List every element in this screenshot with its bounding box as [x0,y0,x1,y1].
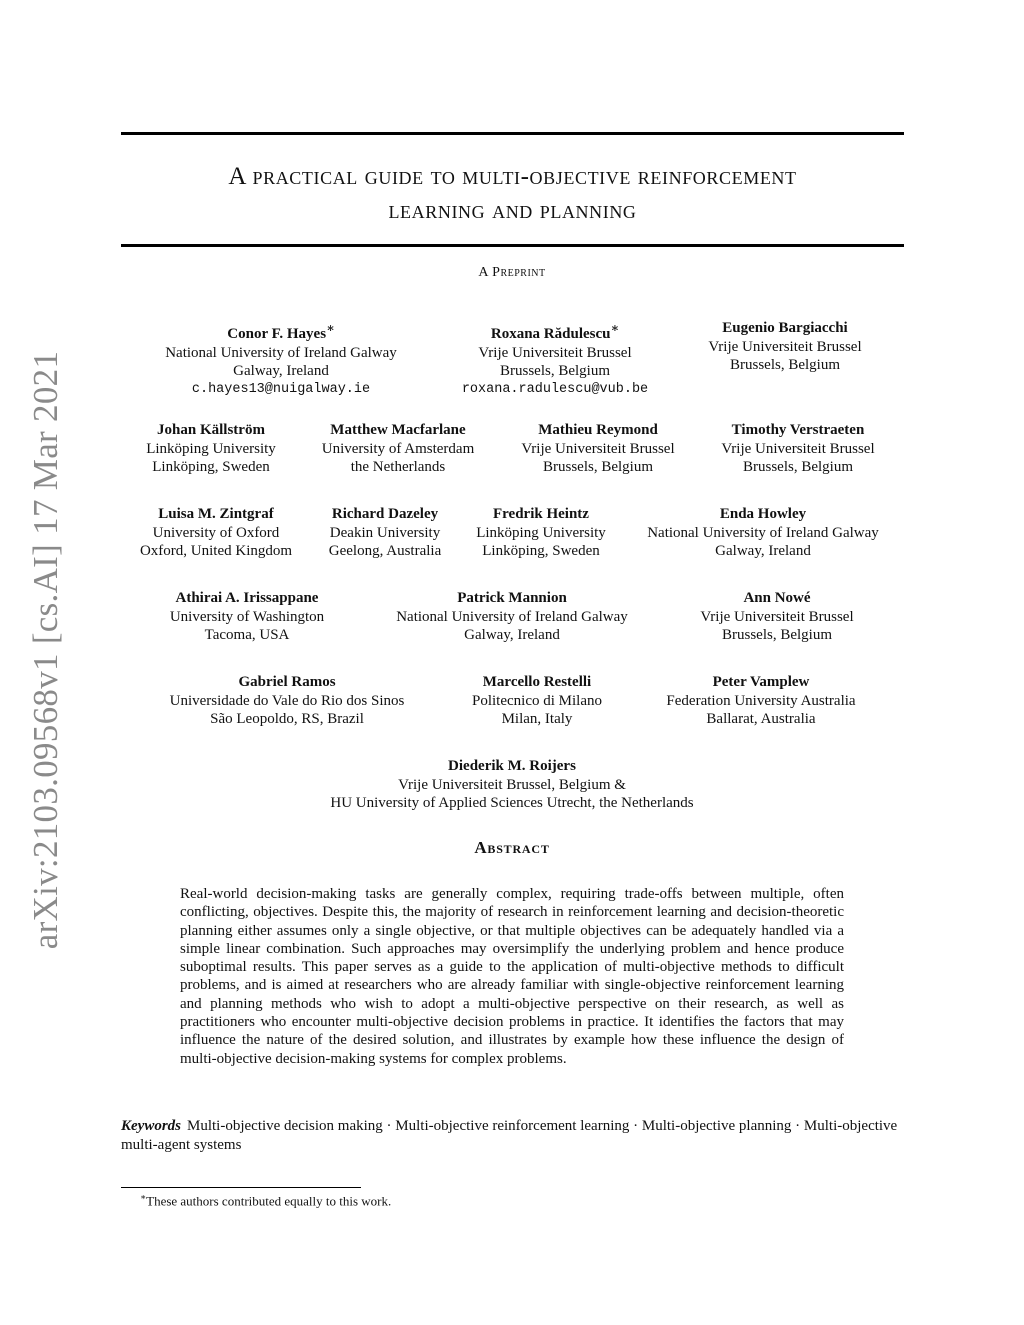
author-name: Mathieu Reymond [538,422,658,438]
author-name: Fredrik Heintz [493,506,589,522]
author-name: Peter Vamplew [712,674,810,690]
author-name: Patrick Mannion [457,590,567,606]
author-block [647,505,879,561]
author-location: São Leopoldo, RS, Brazil [210,711,364,727]
author-block [140,505,292,561]
author-block [700,589,853,645]
author-affiliation: Politecnico di Milano [472,692,602,709]
author-name: Enda Howley [719,506,807,522]
keywords-text: Multi-objective decision making · Multi-objective reinforcement learning · Multi-objective planning · Multi-objective multi-agent systems [121,1118,898,1153]
author-name: Matthew Macfarlane [330,422,466,438]
author-location: Brussels, Belgium [721,627,832,643]
author-name: Ann Nowé [743,590,811,606]
preprint-label: A Preprint [478,265,546,280]
keywords [121,1117,904,1154]
author-name: Johan Källström [157,422,265,438]
author-affiliation: Federation University Australia [666,692,856,709]
author-name: Gabriel Ramos [238,674,336,690]
author-block [708,319,861,375]
title-line-1: A practical guide to multi-objective reinforcement [228,163,797,190]
keywords-label: Keywords [121,1118,181,1134]
footnote [140,1192,391,1209]
title-bottom-rule [121,244,904,247]
author-affiliation: University of Amsterdam [321,440,475,457]
author-block [146,421,276,477]
arxiv-identifier-text: arXiv:2103.09568v1 [cs.AI] 17 Mar 2021 [26,350,65,950]
author-affiliation: University of Oxford [152,524,280,541]
author-block [396,589,628,645]
footnote-mark: ∗ [140,1192,147,1202]
footnote-text: These authors contributed equally to this work. [146,1193,392,1209]
author-location: HU University of Applied Sciences Utrecht, the Netherlands [330,795,694,811]
author-block [462,319,648,399]
author-location: Tacoma, USA [204,627,290,643]
author-block [322,421,474,477]
author-affiliation: Vrije Universiteit Brussel [708,338,862,355]
author-name: Luisa M. Zintgraf [158,506,274,522]
author-email[interactable]: roxana.radulescu@vub.be [461,381,649,397]
paper-title [121,160,904,228]
author-block [170,589,324,645]
author-block [666,673,855,729]
author-name: Athirai A. Irissappane [175,590,319,606]
author-location: Geelong, Australia [328,543,442,559]
author-block [472,673,602,729]
author-name: Timothy Verstraeten [731,422,865,438]
author-block [521,421,674,477]
author-location: Linköping, Sweden [482,543,600,559]
author-location: Ballarat, Australia [706,711,816,727]
author-location: Linköping, Sweden [152,459,270,475]
author-name: Richard Dazeley [331,506,439,522]
author-affiliation: National University of Ireland Galway [165,344,397,361]
abstract-heading: Abstract [474,838,550,857]
author-affiliation: Universidade do Vale do Rio dos Sinos [169,692,405,709]
author-name: Roxana Rădulescu∗ [490,321,620,342]
author-name: Eugenio Bargiacchi [722,320,848,336]
footnote-rule [121,1187,361,1188]
author-location: Oxford, United Kingdom [139,543,293,559]
author-affiliation: Vrije Universiteit Brussel, Belgium & [398,776,626,793]
author-affiliation: Vrije Universiteit Brussel [521,440,675,457]
author-block [170,673,405,729]
author-location: Galway, Ireland [715,543,811,559]
author-affiliation: Vrije Universiteit Brussel [478,344,632,361]
author-affiliation: University of Washington [169,608,325,625]
author-location: Brussels, Belgium [742,459,853,475]
author-block [721,421,874,477]
author-location: Galway, Ireland [233,363,329,379]
title-top-rule [121,132,904,135]
author-block [329,505,441,561]
author-location: Milan, Italy [501,711,573,727]
author-email[interactable]: c.hayes13@nuigalway.ie [191,381,371,397]
title-line-2: learning and planning [388,197,637,224]
author-affiliation: Linköping University [476,524,606,541]
author-block [330,757,693,813]
author-location: Galway, Ireland [464,627,560,643]
author-name: Diederik M. Roijers [448,758,576,774]
author-block [165,319,397,399]
author-affiliation: Linköping University [146,440,276,457]
author-affiliation: Vrije Universiteit Brussel [721,440,875,457]
author-block [476,505,606,561]
author-affiliation: National University of Ireland Galway [396,608,628,625]
author-location: Brussels, Belgium [499,363,610,379]
abstract-text: Real-world decision-making tasks are generally complex, requiring trade-offs between multiple, often conflicting, objectives. Despite this, the majority of research in reinforcement learning and decision-theoretic planning either assumes only a single objective, or that multiple objectives can be adequately handled via a simple linear combination. Such approaches may oversimplify the underlying problem and hence produce suboptimal results. This paper serves as a guide to the application of multi-objective methods to difficult problems, and is aimed at researchers who are already familiar with single-objective reinforcement learning and planning methods who wish to adopt a multi-objective perspective on their research, as well as practitioners who encounter multi-objective decision problems in practice. It identifies the factors that may influence the nature of the desired solution, and illustrates by example how these influence the design of multi-objective decision-making systems for complex problems. [180,886,844,1067]
author-location: the Netherlands [350,459,446,475]
author-name: Marcello Restelli [482,674,592,690]
author-affiliation: Vrije Universiteit Brussel [700,608,854,625]
author-location: Brussels, Belgium [542,459,653,475]
author-location: Brussels, Belgium [729,357,840,373]
author-name: Conor F. Hayes∗ [227,321,335,342]
author-affiliation: Deakin University [329,524,441,541]
author-affiliation: National University of Ireland Galway [647,524,879,541]
